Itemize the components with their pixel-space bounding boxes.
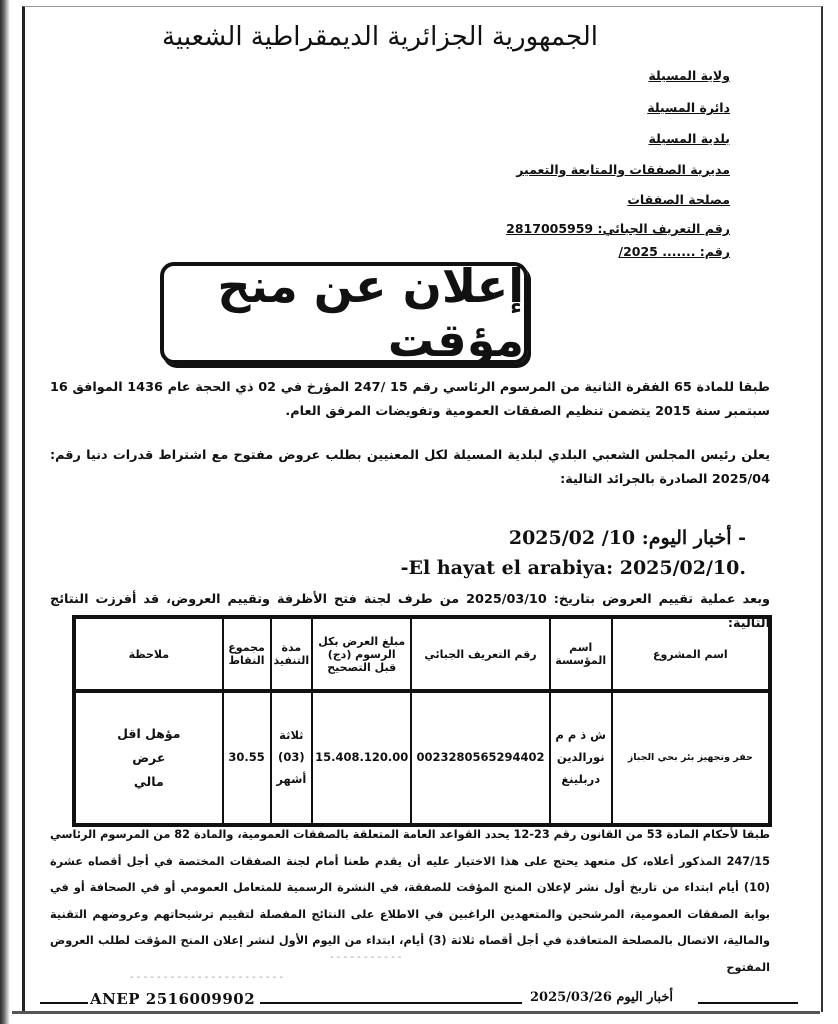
- cell-amount: 15.408.120.00: [312, 691, 411, 825]
- table-row: [74, 691, 770, 825]
- intro-paragraph-1: طبقا للمادة 65 الفقرة الثانية من المرسوم الرئاسي رقم 15 /247 المؤرخ في 02 ذي الحجة عام 1436 الموافق 16 سبتمبر سنة 2015 يتضمن تنظيم الصفقات العمومية وتفويضات المرفق العام.: [50, 380, 770, 420]
- scan-bottom-edge: [12, 1011, 820, 1014]
- cell-score: 30.55: [223, 691, 271, 825]
- footer-rule-middle: [260, 1002, 522, 1004]
- banner-title: إعلان عن منح مؤقت: [217, 259, 524, 367]
- directorate-label: مديرية الصفقات والمتابعة والتعمير: [516, 162, 730, 177]
- publication-akhbar-elyoum: - أخبار اليوم: 10/ 2025/02: [508, 527, 746, 549]
- header-tax-id: رقم التعريف الجبائي: [411, 617, 550, 691]
- faint-stamp-text-1: - - - - - - - - - - -: [330, 952, 402, 963]
- header-project: اسم المشروع: [612, 617, 770, 691]
- evaluation-statement: وبعد عملية تقييم العروض بتاريخ: 2025/03/10 من طرف لجنة فتح الأظرفة وتقييم العروض، قد أفرزت النتائج التالية:: [50, 592, 770, 632]
- footer-rule-right: [698, 1002, 798, 1004]
- footer-publication-date: أخبار اليوم 2025/03/26: [530, 990, 673, 1005]
- intro-paragraph-2: يعلن رئيس المجلس الشعبي البلدي لبلدية المسيلة لكل المعنيين بطلب عروض مفتوح مع اشتراط قدرات دنيا رقم: 2025/04 الصادرة بالجرائد التالية:: [50, 448, 770, 488]
- anep-reference: ANEP 2516009902: [90, 990, 256, 1008]
- cell-remark: مؤهل اقل عرض مالي: [74, 691, 223, 825]
- header-score: مجموع النقاط: [223, 617, 271, 691]
- table-header-row: [74, 617, 770, 691]
- closing-paragraph: طبقا لأحكام المادة 53 من القانون رقم 23-12 يحدد القواعد العامة المتعلقة بالصفقات العمومية، والمادة 82 من المرسوم الرئاسي 247/15 المذكور أعلاه، كل متعهد يحتج على هذا الاختيار عليه أن يقدم طعنا أمام لجنة الصفقات المختصة في أجل أقصاه عشرة (10) أيام ابتداء من تاريخ أول نشر لإعلان المنح المؤقت للصفقة، في النشرة الرسمية للمتعامل العمومي أو في الصحافة أو في بوابة الصفقات العمومية، المرشحين والمتعهدين الراغبين في الاطلاع على النتائج المفصلة لتقييم ترشيحاتهم وعروضهم التقنية والمالية، الاتصال بالمصلحة المتعاقدة في أجل أقصاه ثلاثة (3) أيام، ابتداء من اليوم الأول لنشر إعلان المنح المؤقت لطلب العروض المفتوح: [49, 828, 770, 974]
- service-label: مصلحة الصفقات: [627, 192, 730, 207]
- header-amount: مبلغ العرض بكل الرسوم (دج) قبل التصحيح: [312, 617, 411, 691]
- faint-stamp-text-2: - - - - - - - - - - - - - - - - - - - - - - -: [130, 972, 283, 983]
- daira-label: دائرة المسيلة: [647, 100, 730, 115]
- announcement-banner: [160, 259, 528, 367]
- publication-el-hayat: .2025/02/10 :El hayat el arabiya-: [400, 557, 746, 579]
- scan-edge: [0, 0, 10, 1024]
- wilaya-label: ولاية المسيلة: [648, 68, 730, 83]
- header-company: اسم المؤسسة: [550, 617, 612, 691]
- header-remark: ملاحظة: [74, 617, 223, 691]
- reference-number: رقم: ....... 2025/: [618, 244, 730, 259]
- cell-company: ش ذ م م نورالدين دربلينغ: [550, 691, 612, 825]
- footer-rule-left: [40, 1002, 88, 1004]
- cell-project: حفر وتجهيز بئر بحي الجباز: [612, 691, 770, 825]
- page-title: الجمهورية الجزائرية الديمقراطية الشعبية: [162, 22, 598, 52]
- tax-id-label: رقم التعريف الجبائي: 2817005959: [506, 221, 730, 236]
- results-table: [72, 615, 772, 827]
- header-duration: مدة التنفيذ: [271, 617, 313, 691]
- cell-tax-id: 0023280565294402: [411, 691, 550, 825]
- commune-label: بلدية المسيلة: [648, 131, 730, 146]
- cell-duration: ثلاثة (03) أشهر: [271, 691, 313, 825]
